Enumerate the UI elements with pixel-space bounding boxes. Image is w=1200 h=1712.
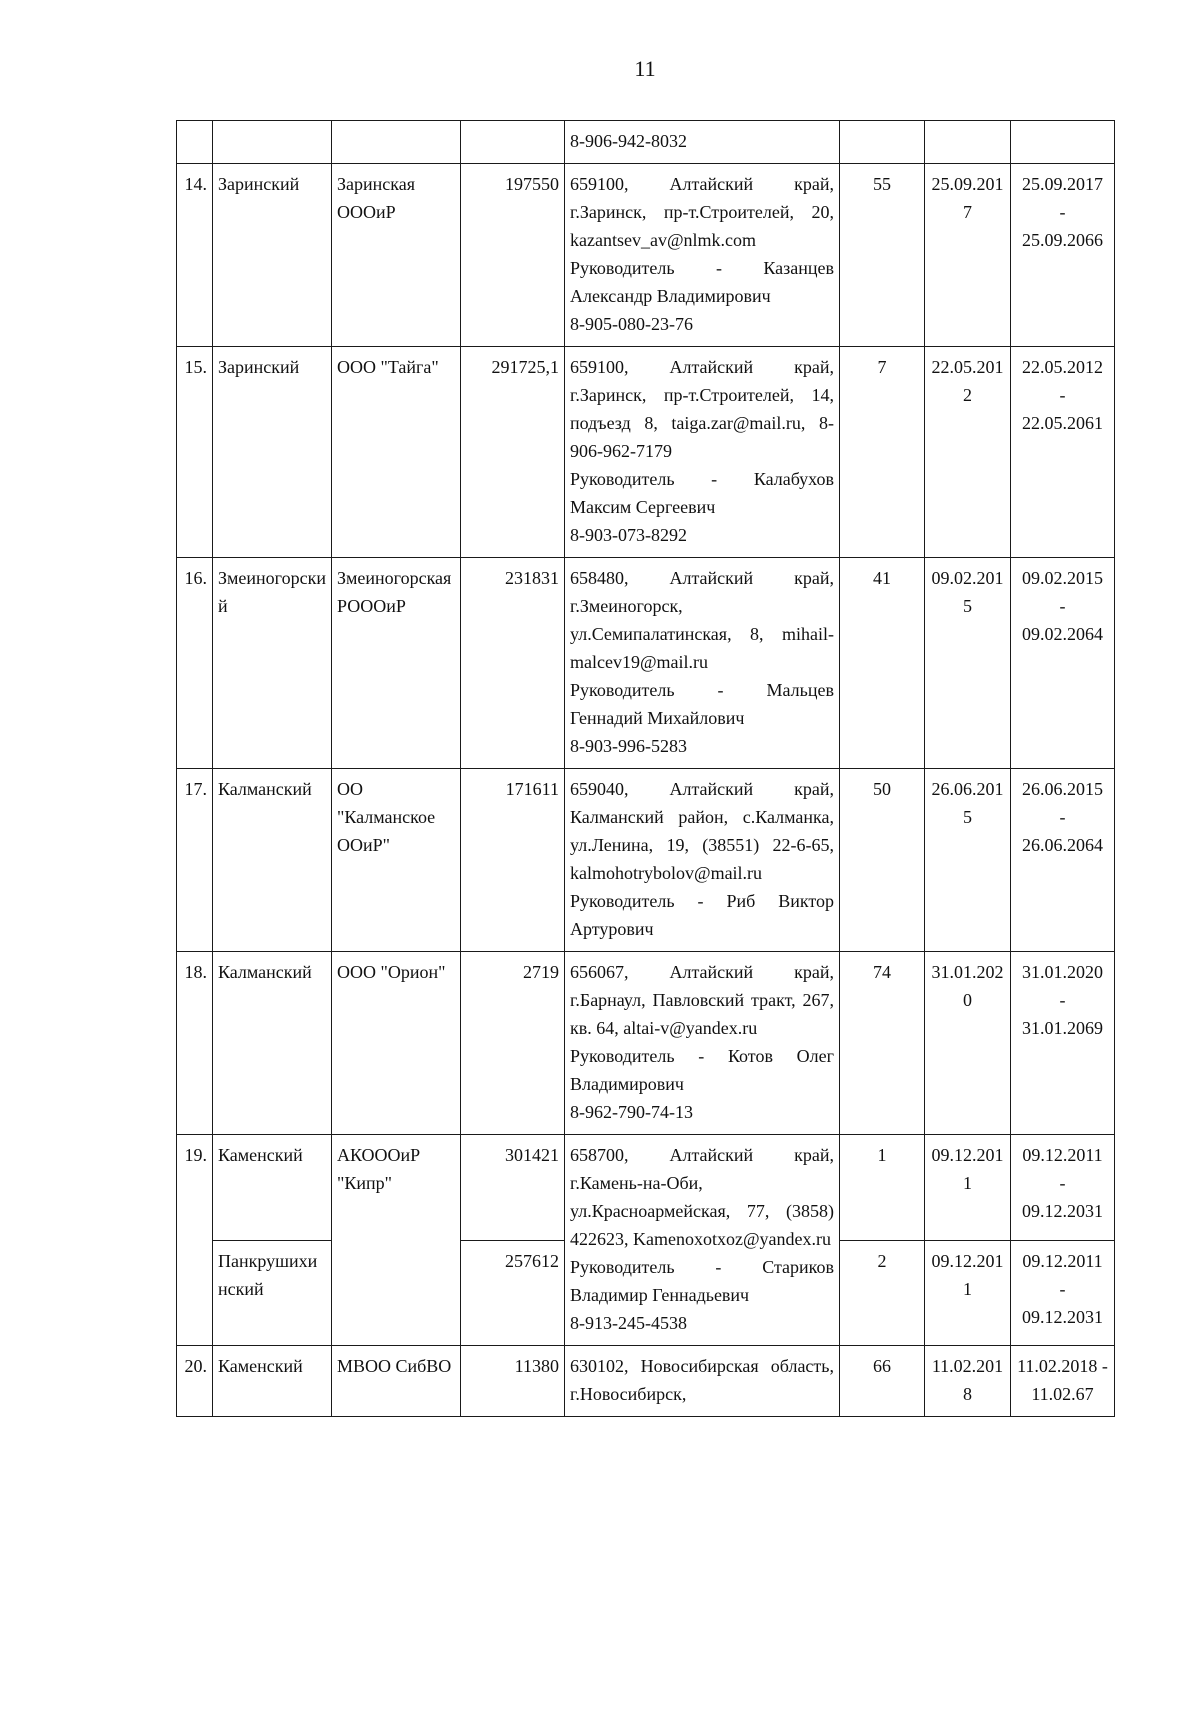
district-cell: Заринский	[213, 164, 332, 347]
date-cell: 09.02.2015	[925, 558, 1011, 769]
period-start: 09.12.2011	[1022, 1145, 1103, 1165]
period-cell	[1011, 164, 1115, 347]
address-cell	[565, 1135, 840, 1346]
address-cell	[565, 1346, 840, 1417]
table-row	[177, 121, 1115, 164]
period-cell	[1011, 347, 1115, 558]
date-cell: 31.01.2020	[925, 952, 1011, 1135]
persons-cell: 7	[840, 347, 925, 558]
row-number: 19.	[177, 1135, 213, 1346]
table-row	[177, 952, 1115, 1135]
persons-cell: 66	[840, 1346, 925, 1417]
organization-cell: АКОООиР "Кипр"	[332, 1135, 461, 1346]
address-line: 659100, Алтайский край, г.Заринск, пр-т.Строителей, 14, подъезд 8, taiga.zar@mail.ru, 8-906-962-7179	[570, 357, 834, 461]
area-cell: 301421	[461, 1135, 565, 1241]
address-line: 8-905-080-23-76	[570, 314, 693, 334]
period-cell: 11.02.2018 - 11.02.67	[1011, 1346, 1115, 1417]
persons-cell: 55	[840, 164, 925, 347]
period-dash: -	[1059, 202, 1066, 222]
row-number	[177, 121, 213, 164]
area-cell: 11380	[461, 1346, 565, 1417]
address-line: Руководитель - Мальцев Геннадий Михайлович	[570, 680, 834, 728]
date-cell: 11.02.2018	[925, 1346, 1011, 1417]
table-row	[177, 347, 1115, 558]
district-cell	[213, 121, 332, 164]
district-cell: Заринский	[213, 347, 332, 558]
address-cell	[565, 164, 840, 347]
address-line: 8-903-073-8292	[570, 525, 687, 545]
date-cell: 26.06.2015	[925, 769, 1011, 952]
address-line: Руководитель - Калабухов Максим Сергеевич	[570, 469, 834, 517]
period-end: 26.06.2064	[1022, 835, 1103, 855]
period-start: 25.09.2017	[1022, 174, 1103, 194]
period-dash: -	[1059, 1173, 1066, 1193]
period-dash: -	[1059, 990, 1066, 1010]
period-start: 31.01.2020	[1022, 962, 1103, 982]
period-start: 09.12.2011	[1022, 1250, 1103, 1271]
date-cell: 09.12.2011	[925, 1240, 1011, 1346]
address-line: 659100, Алтайский край, г.Заринск, пр-т.Строителей, 20, kazantsev_av@nlmk.com	[570, 174, 834, 250]
organization-cell: МВОО СибВО	[332, 1346, 461, 1417]
area-cell: 257612	[461, 1240, 565, 1346]
table-row	[177, 558, 1115, 769]
persons-cell: 1	[840, 1135, 925, 1241]
persons-cell: 2	[840, 1240, 925, 1346]
period-dash: -	[1059, 596, 1066, 616]
period-cell	[1011, 121, 1115, 164]
address-line: 8-906-942-8032	[570, 131, 687, 151]
district-cell: Калманский	[213, 952, 332, 1135]
address-line: Руководитель - Стариков Владимир Геннадьевич	[570, 1257, 834, 1305]
area-cell: 197550	[461, 164, 565, 347]
table-row	[177, 1135, 1115, 1241]
registry-table	[176, 120, 1115, 1417]
period-end: 25.09.2066	[1022, 230, 1103, 250]
period-cell	[1011, 1135, 1115, 1241]
organization-cell: ООО "Тайга"	[332, 347, 461, 558]
persons-cell: 74	[840, 952, 925, 1135]
district-cell: Панкрушихинский	[213, 1240, 332, 1346]
period-end: 09.02.2064	[1022, 624, 1103, 644]
area-cell: 231831	[461, 558, 565, 769]
period-dash: -	[1059, 385, 1066, 405]
period-end: 09.12.2031	[1022, 1201, 1103, 1221]
district-cell: Змеиногорский	[213, 558, 332, 769]
organization-cell: ООО "Орион"	[332, 952, 461, 1135]
address-line: 658480, Алтайский край, г.Змеиногорск, ул.Семипалатинская, 8, mihail-malcev19@mail.ru	[570, 568, 834, 672]
row-number: 14.	[177, 164, 213, 347]
persons-cell	[840, 121, 925, 164]
address-cell	[565, 558, 840, 769]
address-line: 658700, Алтайский край, г.Камень-на-Оби, ул.Красноармейская, 77, (3858) 422623, Kamenoxotxoz@yandex.ru	[570, 1145, 834, 1249]
row-number: 15.	[177, 347, 213, 558]
address-cell	[565, 347, 840, 558]
period-start: 09.02.2015	[1022, 568, 1103, 588]
table-row	[177, 769, 1115, 952]
row-number: 16.	[177, 558, 213, 769]
persons-cell: 50	[840, 769, 925, 952]
period-dash: -	[1059, 1278, 1066, 1299]
row-number: 17.	[177, 769, 213, 952]
area-cell: 291725,1	[461, 347, 565, 558]
table-row	[177, 164, 1115, 347]
period-start: 22.05.2012	[1022, 357, 1103, 377]
organization-cell: Заринская ОООиР	[332, 164, 461, 347]
period-cell	[1011, 769, 1115, 952]
district-cell: Калманский	[213, 769, 332, 952]
row-number: 18.	[177, 952, 213, 1135]
persons-cell: 41	[840, 558, 925, 769]
period-end: 09.12.2031	[1022, 1306, 1103, 1327]
table-row	[177, 1346, 1115, 1417]
organization-cell: ОО "Калманское ООиР"	[332, 769, 461, 952]
page-number: 11	[634, 56, 656, 81]
address-line: Руководитель - Риб Виктор Артурович	[570, 891, 834, 939]
organization-cell: Змеиногорская РОООиР	[332, 558, 461, 769]
address-cell	[565, 121, 840, 164]
address-cell	[565, 952, 840, 1135]
address-line: 630102, Новосибирская область, г.Новосибирск,	[570, 1356, 834, 1404]
address-line: 8-903-996-5283	[570, 736, 687, 756]
date-cell	[925, 121, 1011, 164]
date-cell: 22.05.2012	[925, 347, 1011, 558]
row-number: 20.	[177, 1346, 213, 1417]
address-line: 656067, Алтайский край, г.Барнаул, Павловский тракт, 267, кв. 64, altai-v@yandex.ru	[570, 962, 834, 1038]
district-cell: Каменский	[213, 1346, 332, 1417]
period-cell	[1011, 558, 1115, 769]
address-line: 8-913-245-4538	[570, 1313, 687, 1333]
organization-cell	[332, 121, 461, 164]
date-cell: 25.09.2017	[925, 164, 1011, 347]
period-cell	[1011, 952, 1115, 1135]
address-line: Руководитель - Казанцев Александр Владимирович	[570, 258, 834, 306]
period-end: 22.05.2061	[1022, 413, 1103, 433]
period-start: 26.06.2015	[1022, 779, 1103, 799]
area-cell: 2719	[461, 952, 565, 1135]
address-line: 8-962-790-74-13	[570, 1102, 693, 1122]
address-line: Руководитель - Котов Олег Владимирович	[570, 1046, 834, 1094]
area-cell: 171611	[461, 769, 565, 952]
area-cell	[461, 121, 565, 164]
period-end: 31.01.2069	[1022, 1018, 1103, 1038]
period-dash: -	[1059, 807, 1066, 827]
district-cell: Каменский	[213, 1135, 332, 1241]
date-cell: 09.12.2011	[925, 1135, 1011, 1241]
address-line: 659040, Алтайский край, Калманский район, с.Калманка, ул.Ленина, 19, (38551) 22-6-65, kalmohotrybolov@mail.ru	[570, 779, 834, 883]
address-cell	[565, 769, 840, 952]
period-cell	[1011, 1240, 1115, 1346]
